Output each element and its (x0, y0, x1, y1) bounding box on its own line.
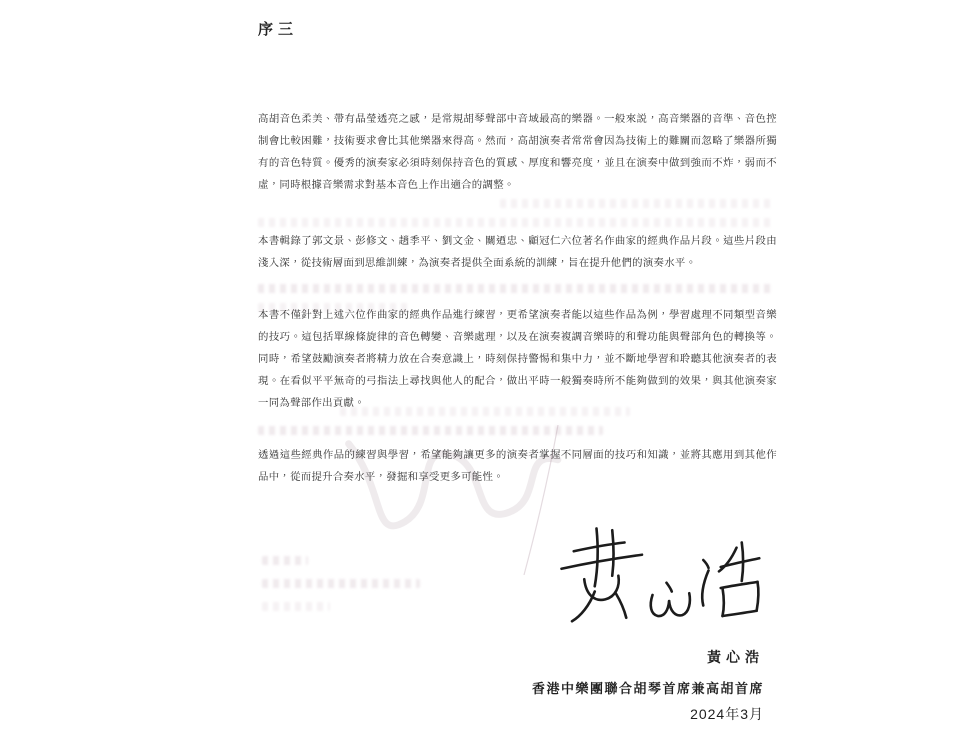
bleed-through-line (258, 218, 773, 227)
page-title: 序三 (258, 21, 299, 38)
preface-paragraph-1: 高胡音色柔美、帶有晶瑩透亮之感，是常規胡琴聲部中音域最高的樂器。一般來説，高音樂器的音準、音色控制會比較困難，技術要求會比其他樂器來得高。然而，高胡演奏者常常會因為技術上的難關而忽略了樂器所獨有的音色特質。優秀的演奏家必須時刻保持音色的質感、厚度和響亮度，並且在演奏中做到強而不炸，弱而不虛，同時根據音樂需求對基本音色上作出適合的調整。 (258, 114, 777, 191)
bleed-through-line (262, 579, 420, 588)
bleed-through-line (258, 303, 408, 312)
signoff-date: 2024年3月 (690, 706, 764, 722)
handwritten-signature (552, 518, 767, 623)
bleed-through-line (500, 199, 772, 208)
preface-paragraph-2: 本書輯錄了郭文景、彭修文、趙季平、劉文金、關迺忠、顧冠仁六位著名作曲家的經典作品片段。這些片段由淺入深，從技術層面到思維訓練，為演奏者提供全面系統的訓練，旨在提升他們的演奏水平。 (258, 236, 777, 269)
bleed-through-line (262, 556, 308, 565)
preface-paragraph-4: 透過這些經典作品的練習與學習，希望能夠讓更多的演奏者掌握不同層面的技巧和知識，並將其應用到其他作品中，從而提升合奏水平，發掘和享受更多可能性。 (258, 450, 777, 483)
signoff-title: 香港中樂團聯合胡琴首席兼高胡首席 (531, 681, 764, 696)
bleed-through-line (262, 602, 330, 611)
preface-paragraph-3: 本書不僅針對上述六位作曲家的經典作品進行練習，更希望演奏者能以這些作品為例，學習處理不同類型音樂的技巧。這包括單線條旋律的音色轉變、音樂處理，以及在演奏複調音樂時的和聲功能與聲部角色的轉換等。同時，希望鼓勵演奏者將精力放在合奏意識上，時刻保持警惕和集中力，並不斷地學習和聆聽其他演奏者的表現。在看似平平無奇的弓指法上尋找與他人的配合，做出平時一般獨奏時所不能夠做到的效果，與其他演奏家一同為聲部作出貢獻。 (258, 310, 777, 409)
signoff-name: 黃心浩 (707, 649, 764, 665)
bleed-through-line (258, 284, 775, 293)
